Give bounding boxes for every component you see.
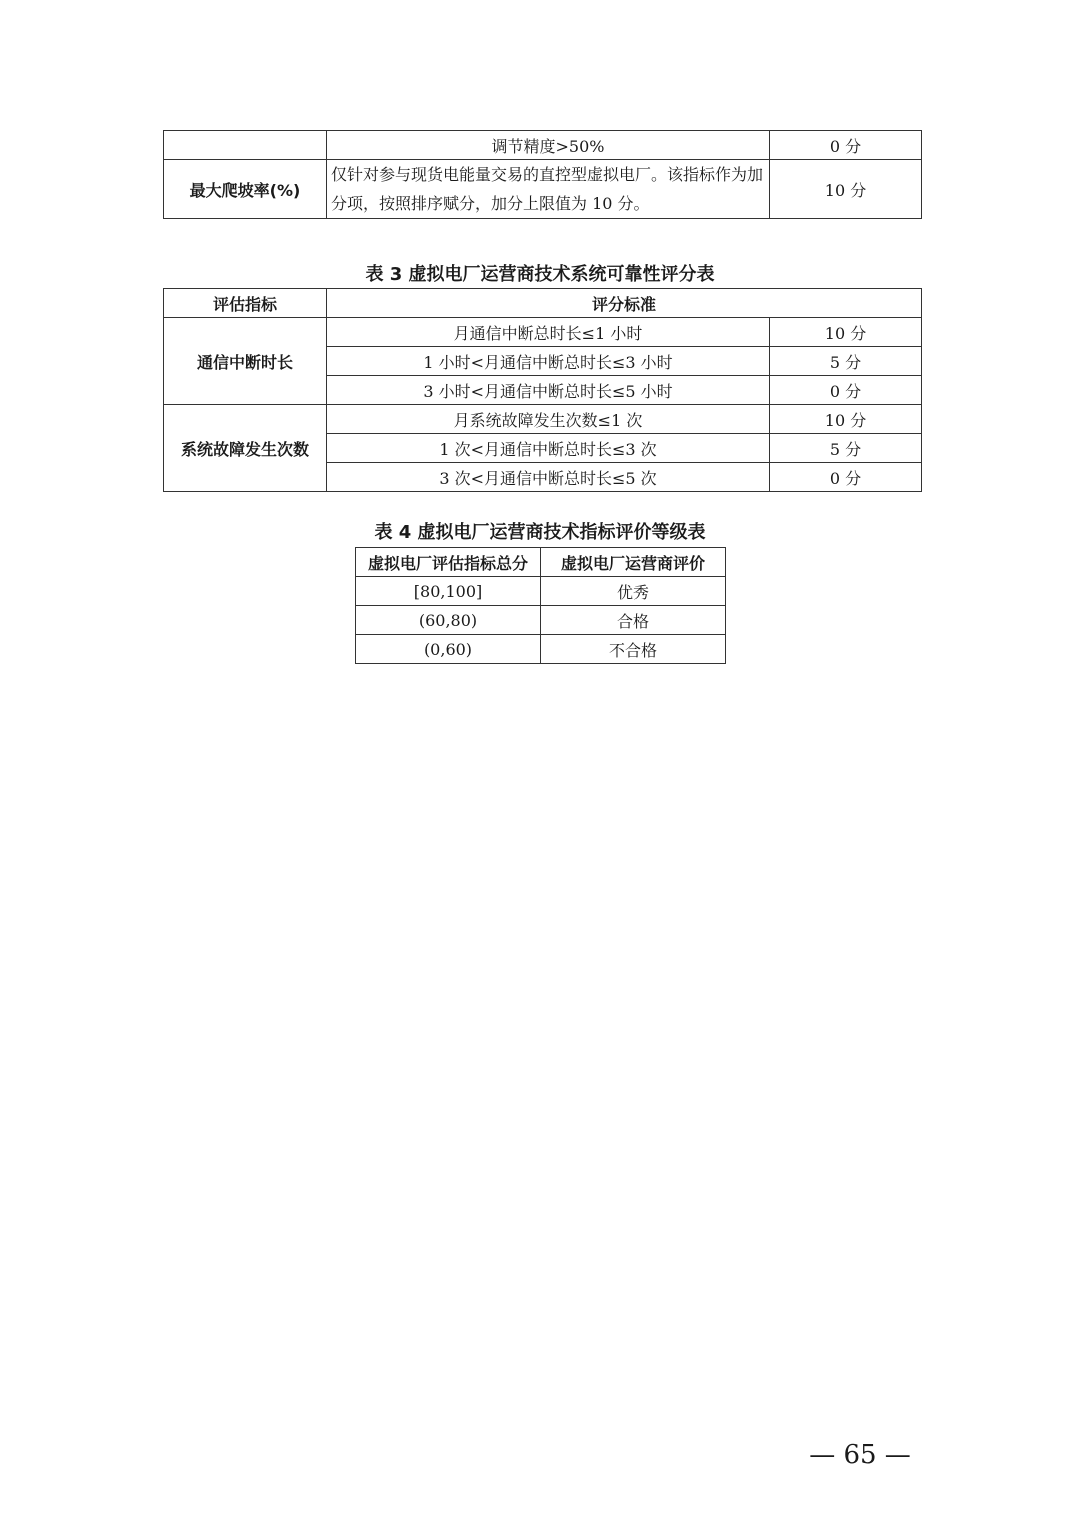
header-row — [356, 548, 726, 577]
indicator-cell: 通信中断时长 — [164, 318, 327, 405]
table-row — [164, 160, 922, 219]
reliability-scoring-table — [163, 288, 922, 492]
header-total: 虚拟电厂评估指标总分 — [356, 548, 541, 577]
rating-cell: 合格 — [541, 606, 726, 635]
total-cell: (60,80) — [356, 606, 541, 635]
criteria-cell: 仅针对参与现货电能量交易的直控型虚拟电厂。该指标作为加分项，按照排序赋分，加分上限值为 10 分。 — [327, 160, 770, 219]
table-row — [356, 577, 726, 606]
total-cell: (0,60) — [356, 635, 541, 664]
criteria-cell: 调节精度>50% — [327, 131, 770, 160]
score-cell: 5 分 — [770, 434, 922, 463]
table4-caption: 表 4 虚拟电厂运营商技术指标评价等级表 — [374, 522, 706, 543]
table-row — [356, 635, 726, 664]
table-row — [164, 405, 922, 434]
header-row — [164, 289, 922, 318]
criteria-cell: 3 次<月通信中断总时长≤5 次 — [327, 463, 770, 492]
criteria-cell: 1 小时<月通信中断总时长≤3 小时 — [327, 347, 770, 376]
total-cell: [80,100] — [356, 577, 541, 606]
indicator-cell: 最大爬坡率(%) — [164, 160, 327, 219]
table-row — [356, 606, 726, 635]
score-cell: 0 分 — [770, 463, 922, 492]
header-criteria: 评分标准 — [327, 289, 922, 318]
rating-cell: 优秀 — [541, 577, 726, 606]
page-number: — 65 — — [809, 1440, 911, 1470]
score-cell: 10 分 — [770, 405, 922, 434]
rating-cell: 不合格 — [541, 635, 726, 664]
score-cell: 0 分 — [770, 131, 922, 160]
table3-caption: 表 3 虚拟电厂运营商技术系统可靠性评分表 — [365, 264, 715, 285]
indicator-cell — [164, 131, 327, 160]
header-indicator: 评估指标 — [164, 289, 327, 318]
criteria-cell: 1 次<月通信中断总时长≤3 次 — [327, 434, 770, 463]
scoring-table-continued — [163, 130, 922, 219]
score-cell: 10 分 — [770, 318, 922, 347]
table-row — [164, 131, 922, 160]
score-cell: 0 分 — [770, 376, 922, 405]
header-rating: 虚拟电厂运营商评价 — [541, 548, 726, 577]
indicator-cell: 系统故障发生次数 — [164, 405, 327, 492]
table-row — [164, 318, 922, 347]
score-cell: 5 分 — [770, 347, 922, 376]
criteria-cell: 月系统故障发生次数≤1 次 — [327, 405, 770, 434]
rating-level-table — [355, 547, 726, 664]
criteria-cell: 月通信中断总时长≤1 小时 — [327, 318, 770, 347]
criteria-cell: 3 小时<月通信中断总时长≤5 小时 — [327, 376, 770, 405]
score-cell: 10 分 — [770, 160, 922, 219]
